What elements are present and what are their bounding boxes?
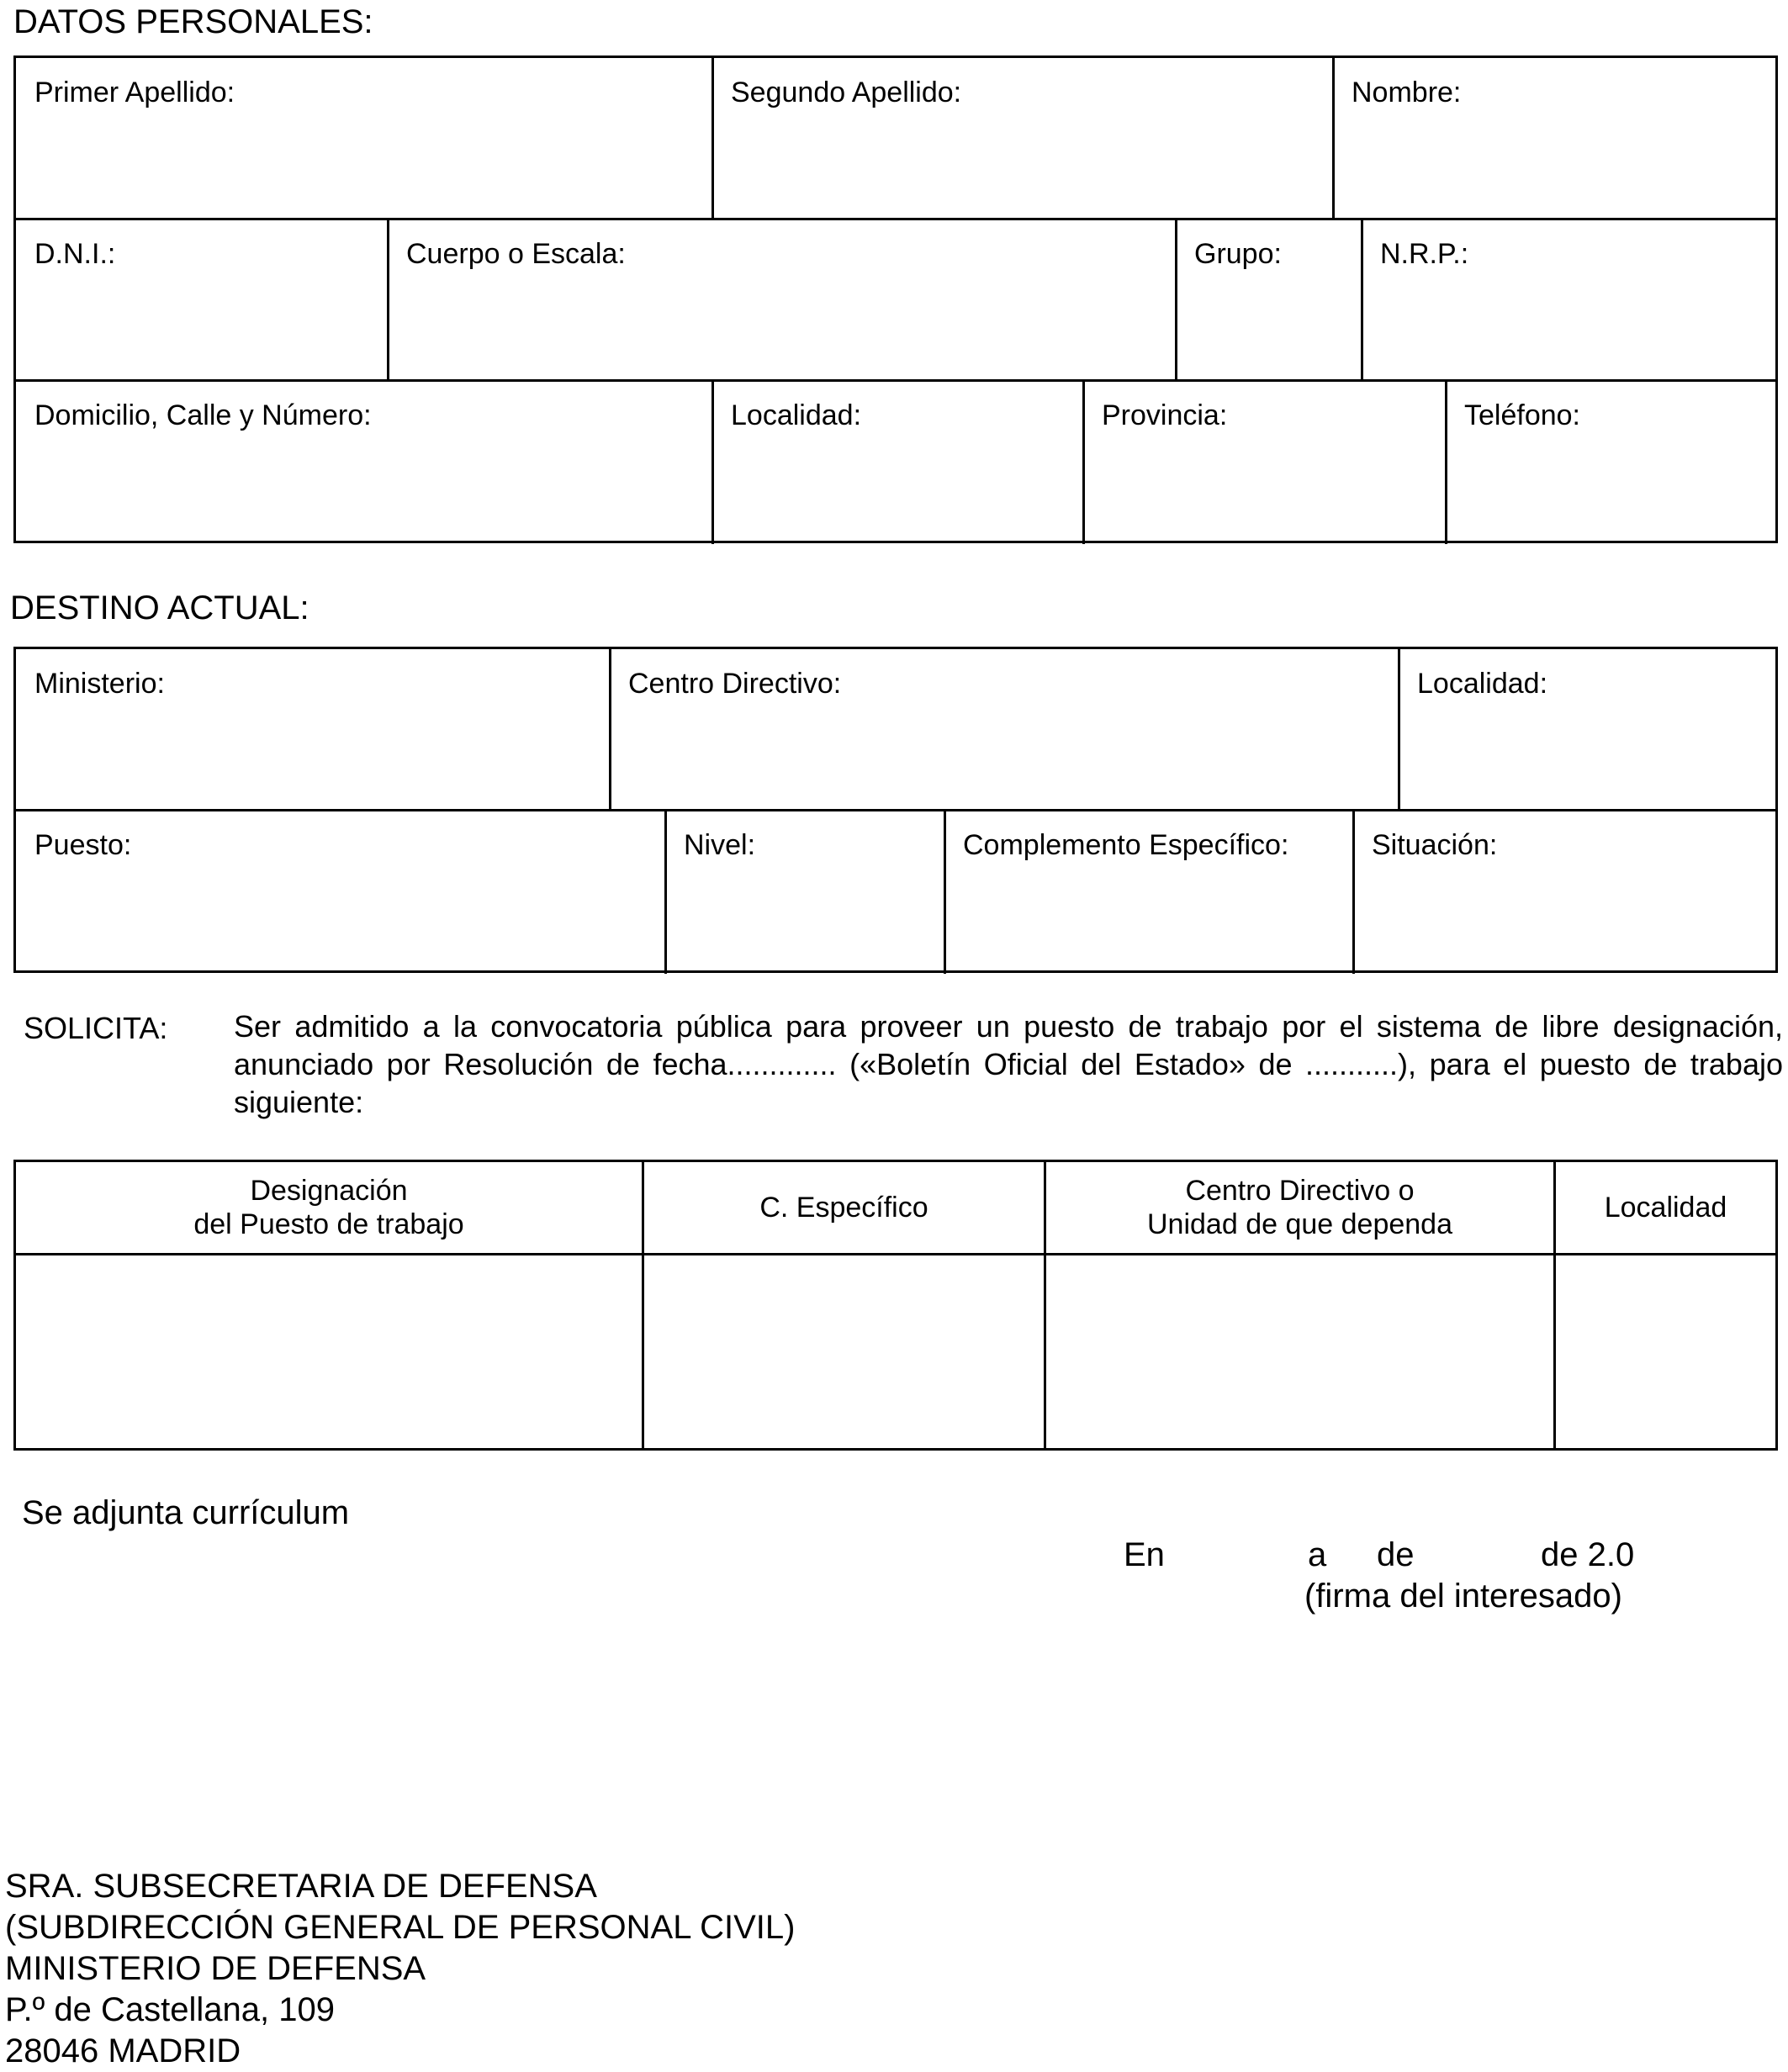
personal-data-form: [13, 56, 1778, 543]
field-segundo-apellido-label: Segundo Apellido:: [731, 77, 962, 108]
table-header-designacion: [16, 1162, 642, 1253]
field-situacion-label: Situación:: [1372, 829, 1498, 861]
field-nrp-label: N.R.P.:: [1380, 238, 1469, 270]
address-line: (SUBDIRECCIÓN GENERAL DE PERSONAL CIVIL): [5, 1909, 796, 1946]
field-centro-directivo[interactable]: [611, 649, 1398, 809]
field-puesto-label: Puesto:: [34, 829, 132, 861]
field-provincia[interactable]: [1085, 382, 1445, 542]
firma-de-year: de 2.0: [1541, 1536, 1635, 1573]
field-telefono-label: Teléfono:: [1464, 399, 1580, 431]
table-header-localidad-line1: Localidad: [1604, 1192, 1727, 1224]
table-cell-c-especifico[interactable]: [644, 1255, 1044, 1448]
field-nivel[interactable]: [667, 811, 944, 970]
field-primer-apellido[interactable]: [16, 58, 711, 218]
field-segundo-apellido[interactable]: [714, 58, 1332, 218]
table-header-centro-directivo-line2: Unidad de que dependa: [1147, 1208, 1452, 1240]
table-header-c-especifico-line1: C. Específico: [759, 1192, 928, 1224]
field-puesto[interactable]: [16, 811, 664, 970]
field-grupo-label: Grupo:: [1194, 238, 1282, 270]
recipient-address: [5, 1866, 795, 2072]
field-domicilio[interactable]: [16, 382, 711, 542]
address-line: P.º de Castellana, 109: [5, 1991, 335, 2028]
field-grupo[interactable]: [1177, 220, 1361, 379]
field-cuerpo-escala[interactable]: [389, 220, 1175, 379]
table-header-designacion-line2: del Puesto de trabajo: [193, 1208, 464, 1240]
table-cell-localidad[interactable]: [1556, 1255, 1775, 1448]
address-line: SRA. SUBSECRETARIA DE DEFENSA: [5, 1868, 597, 1905]
field-provincia-label: Provincia:: [1102, 399, 1228, 431]
firma-de: de: [1377, 1536, 1415, 1573]
table-header-localidad: [1556, 1162, 1775, 1253]
puesto-table: [13, 1160, 1778, 1451]
field-destino-localidad[interactable]: [1400, 649, 1775, 809]
address-line: MINISTERIO DE DEFENSA: [5, 1950, 426, 1987]
field-complemento-especifico[interactable]: [946, 811, 1352, 970]
field-telefono[interactable]: [1447, 382, 1775, 542]
field-domicilio-label: Domicilio, Calle y Número:: [34, 399, 372, 431]
field-centro-directivo-label: Centro Directivo:: [628, 668, 842, 700]
field-cuerpo-escala-label: Cuerpo o Escala:: [406, 238, 626, 270]
destino-actual-form: [13, 647, 1778, 973]
field-complemento-especifico-label: Complemento Específico:: [963, 829, 1289, 861]
field-ministerio-label: Ministerio:: [34, 668, 165, 700]
field-situacion[interactable]: [1355, 811, 1775, 970]
solicita-label: SOLICITA:: [24, 1011, 168, 1045]
section-heading-datos-personales: DATOS PERSONALES:: [13, 3, 373, 40]
field-dni[interactable]: [16, 220, 387, 379]
firma-note: (firma del interesado): [1304, 1578, 1622, 1615]
firma-a: a: [1308, 1536, 1327, 1573]
table-header-centro-directivo: [1046, 1162, 1553, 1253]
address-line: 28046 MADRID: [5, 2032, 241, 2069]
section-heading-destino-actual: DESTINO ACTUAL:: [10, 589, 309, 626]
field-nivel-label: Nivel:: [684, 829, 756, 861]
adjunta-curriculum-text: Se adjunta currículum: [22, 1494, 350, 1531]
table-cell-centro-directivo[interactable]: [1046, 1255, 1553, 1448]
field-primer-apellido-label: Primer Apellido:: [34, 77, 235, 108]
field-destino-localidad-label: Localidad:: [1417, 668, 1548, 700]
field-nombre-label: Nombre:: [1352, 77, 1462, 108]
table-header-centro-directivo-line1: Centro Directivo o: [1185, 1175, 1415, 1207]
solicita-text: Ser admitido a la convocatoria pública para proveer un puesto de trabajo por el sistema de libre designación, anunciado por Resolución de fecha............. («Boletín Oficial del Estado» de ...........), para el puesto de trabajo siguiente:: [234, 1009, 1783, 1119]
firma-en: En: [1124, 1536, 1165, 1573]
table-header-designacion-line1: Designación: [250, 1175, 408, 1207]
field-nrp[interactable]: [1363, 220, 1775, 379]
field-nombre[interactable]: [1335, 58, 1775, 218]
table-header-c-especifico: [644, 1162, 1044, 1253]
table-cell-designacion[interactable]: [16, 1255, 642, 1448]
field-localidad[interactable]: [714, 382, 1082, 542]
field-localidad-label: Localidad:: [731, 399, 862, 431]
field-ministerio[interactable]: [16, 649, 609, 809]
field-dni-label: D.N.I.:: [34, 238, 116, 270]
